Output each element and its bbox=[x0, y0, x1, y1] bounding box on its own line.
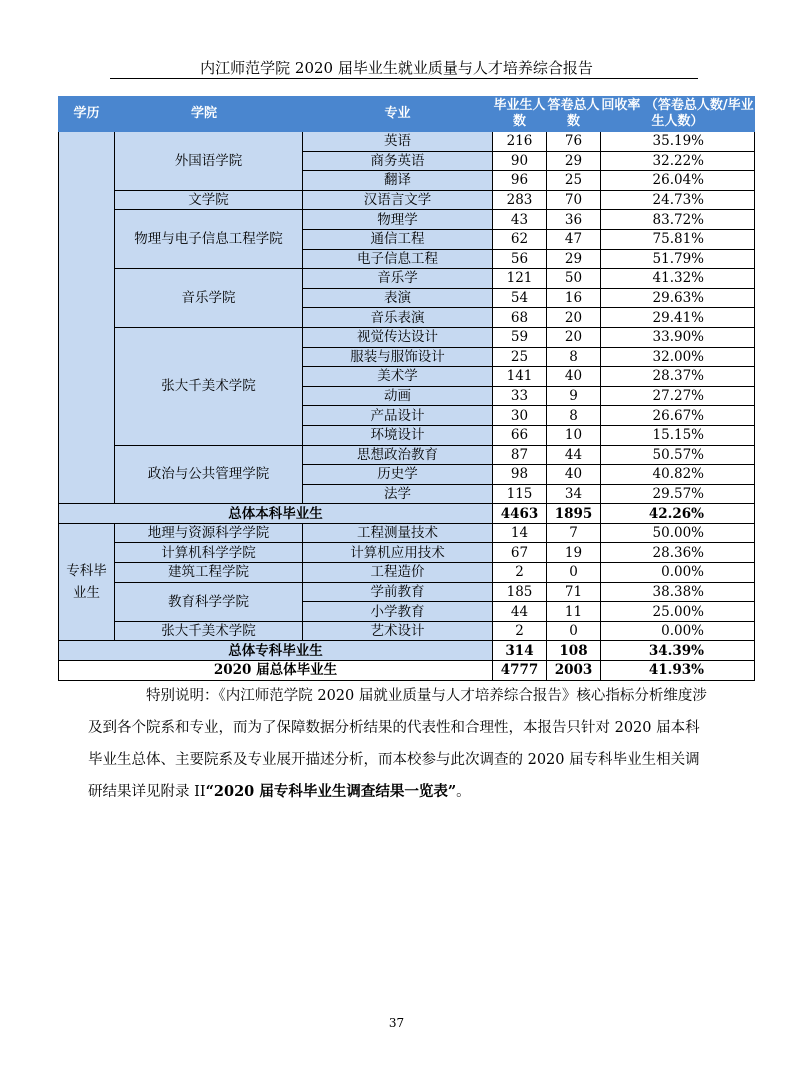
surveys-cell: 40 bbox=[547, 367, 601, 387]
major-cell: 英语 bbox=[303, 132, 493, 152]
surveys-cell: 7 bbox=[547, 523, 601, 543]
table-row bbox=[59, 523, 755, 543]
grads-cell: 66 bbox=[493, 425, 547, 445]
major-cell: 物理学 bbox=[303, 210, 493, 230]
grads-cell: 54 bbox=[493, 288, 547, 308]
surveys-cell: 19 bbox=[547, 543, 601, 563]
college-cell: 地理与资源科学学院 bbox=[115, 523, 303, 543]
table-row bbox=[59, 582, 755, 602]
major-cell: 音乐学 bbox=[303, 269, 493, 289]
major-cell: 视觉传达设计 bbox=[303, 327, 493, 347]
surveys-cell: 10 bbox=[547, 425, 601, 445]
table-row bbox=[59, 621, 755, 641]
major-cell: 工程造价 bbox=[303, 563, 493, 583]
note-end: 。 bbox=[456, 784, 471, 800]
surveys-cell: 47 bbox=[547, 229, 601, 249]
col-header-surveys: 答卷总人数 bbox=[547, 97, 601, 132]
col-header-grads: 毕业生人数 bbox=[493, 97, 547, 132]
rate-cell: 83.72% bbox=[601, 210, 755, 230]
grads-cell: 44 bbox=[493, 602, 547, 622]
grand-total-label: 2020 届总体毕业生 bbox=[59, 661, 493, 681]
grand-total-surveys: 2003 bbox=[547, 661, 601, 681]
grads-cell: 43 bbox=[493, 210, 547, 230]
grads-cell: 2 bbox=[493, 621, 547, 641]
surveys-cell: 71 bbox=[547, 582, 601, 602]
rate-cell: 29.57% bbox=[601, 484, 755, 504]
grads-cell: 216 bbox=[493, 132, 547, 152]
major-cell: 翻译 bbox=[303, 171, 493, 191]
special-note bbox=[88, 680, 708, 808]
subtotal-grads: 314 bbox=[493, 641, 547, 661]
surveys-cell: 76 bbox=[547, 132, 601, 152]
surveys-cell: 34 bbox=[547, 484, 601, 504]
surveys-cell: 16 bbox=[547, 288, 601, 308]
rate-cell: 38.38% bbox=[601, 582, 755, 602]
note-bold-ref: “2020 届专科毕业生调查结果一览表” bbox=[205, 783, 457, 800]
rate-cell: 40.82% bbox=[601, 465, 755, 485]
major-cell: 汉语言文学 bbox=[303, 190, 493, 210]
grads-cell: 283 bbox=[493, 190, 547, 210]
rate-cell: 15.15% bbox=[601, 425, 755, 445]
grads-cell: 90 bbox=[493, 151, 547, 171]
rate-cell: 41.32% bbox=[601, 269, 755, 289]
subtotal-row bbox=[59, 504, 755, 524]
header-rule bbox=[110, 78, 698, 79]
college-cell: 建筑工程学院 bbox=[115, 563, 303, 583]
grads-cell: 87 bbox=[493, 445, 547, 465]
col-header-major: 专业 bbox=[303, 97, 493, 132]
rate-cell: 50.57% bbox=[601, 445, 755, 465]
college-cell: 音乐学院 bbox=[115, 269, 303, 328]
rate-cell: 26.67% bbox=[601, 406, 755, 426]
rate-cell: 51.79% bbox=[601, 249, 755, 269]
surveys-cell: 20 bbox=[547, 327, 601, 347]
major-cell: 学前教育 bbox=[303, 582, 493, 602]
col-header-rate: 回收率 （答卷总人数/毕业生人数） bbox=[601, 97, 755, 132]
major-cell: 思想政治教育 bbox=[303, 445, 493, 465]
major-cell: 艺术设计 bbox=[303, 621, 493, 641]
major-cell: 产品设计 bbox=[303, 406, 493, 426]
rate-cell: 75.81% bbox=[601, 229, 755, 249]
rate-cell: 24.73% bbox=[601, 190, 755, 210]
major-cell: 商务英语 bbox=[303, 151, 493, 171]
grads-cell: 56 bbox=[493, 249, 547, 269]
page-number: 37 bbox=[388, 1016, 405, 1030]
subtotal-rate: 34.39% bbox=[601, 641, 755, 661]
col-header-level: 学历 bbox=[59, 97, 115, 132]
surveys-cell: 44 bbox=[547, 445, 601, 465]
surveys-cell: 8 bbox=[547, 347, 601, 367]
subtotal-surveys: 108 bbox=[547, 641, 601, 661]
subtotal-surveys: 1895 bbox=[547, 504, 601, 524]
major-cell: 环境设计 bbox=[303, 425, 493, 445]
surveys-cell: 20 bbox=[547, 308, 601, 328]
rate-cell: 32.22% bbox=[601, 151, 755, 171]
table-body bbox=[59, 132, 755, 681]
rate-cell: 50.00% bbox=[601, 523, 755, 543]
surveys-cell: 11 bbox=[547, 602, 601, 622]
rate-cell: 27.27% bbox=[601, 386, 755, 406]
surveys-cell: 29 bbox=[547, 249, 601, 269]
college-cell: 外国语学院 bbox=[115, 132, 303, 191]
rate-cell: 28.37% bbox=[601, 367, 755, 387]
major-cell: 通信工程 bbox=[303, 229, 493, 249]
grads-cell: 62 bbox=[493, 229, 547, 249]
grand-total-row bbox=[59, 661, 755, 681]
major-cell: 计算机应用技术 bbox=[303, 543, 493, 563]
major-cell: 电子信息工程 bbox=[303, 249, 493, 269]
grads-cell: 96 bbox=[493, 171, 547, 191]
major-cell: 服装与服饰设计 bbox=[303, 347, 493, 367]
college-cell: 张大千美术学院 bbox=[115, 621, 303, 641]
grads-cell: 68 bbox=[493, 308, 547, 328]
rate-cell: 29.63% bbox=[601, 288, 755, 308]
major-cell: 历史学 bbox=[303, 465, 493, 485]
grads-cell: 115 bbox=[493, 484, 547, 504]
college-cell: 政治与公共管理学院 bbox=[115, 445, 303, 504]
level-cell bbox=[59, 132, 115, 504]
subtotal-rate: 42.26% bbox=[601, 504, 755, 524]
subtotal-grads: 4463 bbox=[493, 504, 547, 524]
major-cell: 小学教育 bbox=[303, 602, 493, 622]
surveys-cell: 36 bbox=[547, 210, 601, 230]
major-cell: 工程测量技术 bbox=[303, 523, 493, 543]
rate-cell: 29.41% bbox=[601, 308, 755, 328]
surveys-cell: 50 bbox=[547, 269, 601, 289]
rate-cell: 28.36% bbox=[601, 543, 755, 563]
grads-cell: 67 bbox=[493, 543, 547, 563]
surveys-cell: 8 bbox=[547, 406, 601, 426]
rate-cell: 26.04% bbox=[601, 171, 755, 191]
surveys-cell: 25 bbox=[547, 171, 601, 191]
table-row bbox=[59, 543, 755, 563]
surveys-cell: 9 bbox=[547, 386, 601, 406]
rate-cell: 25.00% bbox=[601, 602, 755, 622]
table-row bbox=[59, 132, 755, 152]
grads-cell: 59 bbox=[493, 327, 547, 347]
page-header: 内江师范学院 2020 届毕业生就业质量与人才培养综合报告 bbox=[200, 59, 593, 77]
subtotal-label: 总体专科毕业生 bbox=[59, 641, 493, 661]
college-cell: 计算机科学学院 bbox=[115, 543, 303, 563]
grads-cell: 121 bbox=[493, 269, 547, 289]
grads-cell: 25 bbox=[493, 347, 547, 367]
table-row bbox=[59, 269, 755, 289]
major-cell: 表演 bbox=[303, 288, 493, 308]
surveys-cell: 70 bbox=[547, 190, 601, 210]
table-header-row bbox=[59, 97, 755, 132]
grads-cell: 14 bbox=[493, 523, 547, 543]
college-cell: 文学院 bbox=[115, 190, 303, 210]
surveys-cell: 29 bbox=[547, 151, 601, 171]
major-cell: 音乐表演 bbox=[303, 308, 493, 328]
note-text: 特别说明：《内江师范学院 2020 届就业质量与人才培养综合报告》核心指标分析维度涉及到各个院系和专业，而为了保障数据分析结果的代表性和合理性，本报告只针对 2020 届本科毕业生总体、主要院系及专业展开描述分析，而本校参与此次调查的 2020 届专科毕业生相关调研结果详见附录 II bbox=[88, 688, 707, 800]
major-cell: 动画 bbox=[303, 386, 493, 406]
rate-cell: 32.00% bbox=[601, 347, 755, 367]
grads-cell: 141 bbox=[493, 367, 547, 387]
table-row bbox=[59, 190, 755, 210]
table-row bbox=[59, 210, 755, 230]
major-cell: 美术学 bbox=[303, 367, 493, 387]
subtotal-row bbox=[59, 641, 755, 661]
level-cell: 专科毕业生 bbox=[59, 523, 115, 641]
survey-table bbox=[58, 96, 755, 681]
rate-cell: 35.19% bbox=[601, 132, 755, 152]
rate-cell: 0.00% bbox=[601, 563, 755, 583]
col-header-college: 学院 bbox=[115, 97, 303, 132]
surveys-cell: 40 bbox=[547, 465, 601, 485]
college-cell: 物理与电子信息工程学院 bbox=[115, 210, 303, 269]
grand-total-grads: 4777 bbox=[493, 661, 547, 681]
grand-total-rate: 41.93% bbox=[601, 661, 755, 681]
grads-cell: 185 bbox=[493, 582, 547, 602]
subtotal-label: 总体本科毕业生 bbox=[59, 504, 493, 524]
table-row bbox=[59, 445, 755, 465]
rate-cell: 0.00% bbox=[601, 621, 755, 641]
major-cell: 法学 bbox=[303, 484, 493, 504]
college-cell: 教育科学学院 bbox=[115, 582, 303, 621]
college-cell: 张大千美术学院 bbox=[115, 327, 303, 445]
rate-cell: 33.90% bbox=[601, 327, 755, 347]
grads-cell: 98 bbox=[493, 465, 547, 485]
surveys-cell: 0 bbox=[547, 563, 601, 583]
surveys-cell: 0 bbox=[547, 621, 601, 641]
grads-cell: 2 bbox=[493, 563, 547, 583]
table-row bbox=[59, 563, 755, 583]
grads-cell: 33 bbox=[493, 386, 547, 406]
table-row bbox=[59, 327, 755, 347]
grads-cell: 30 bbox=[493, 406, 547, 426]
